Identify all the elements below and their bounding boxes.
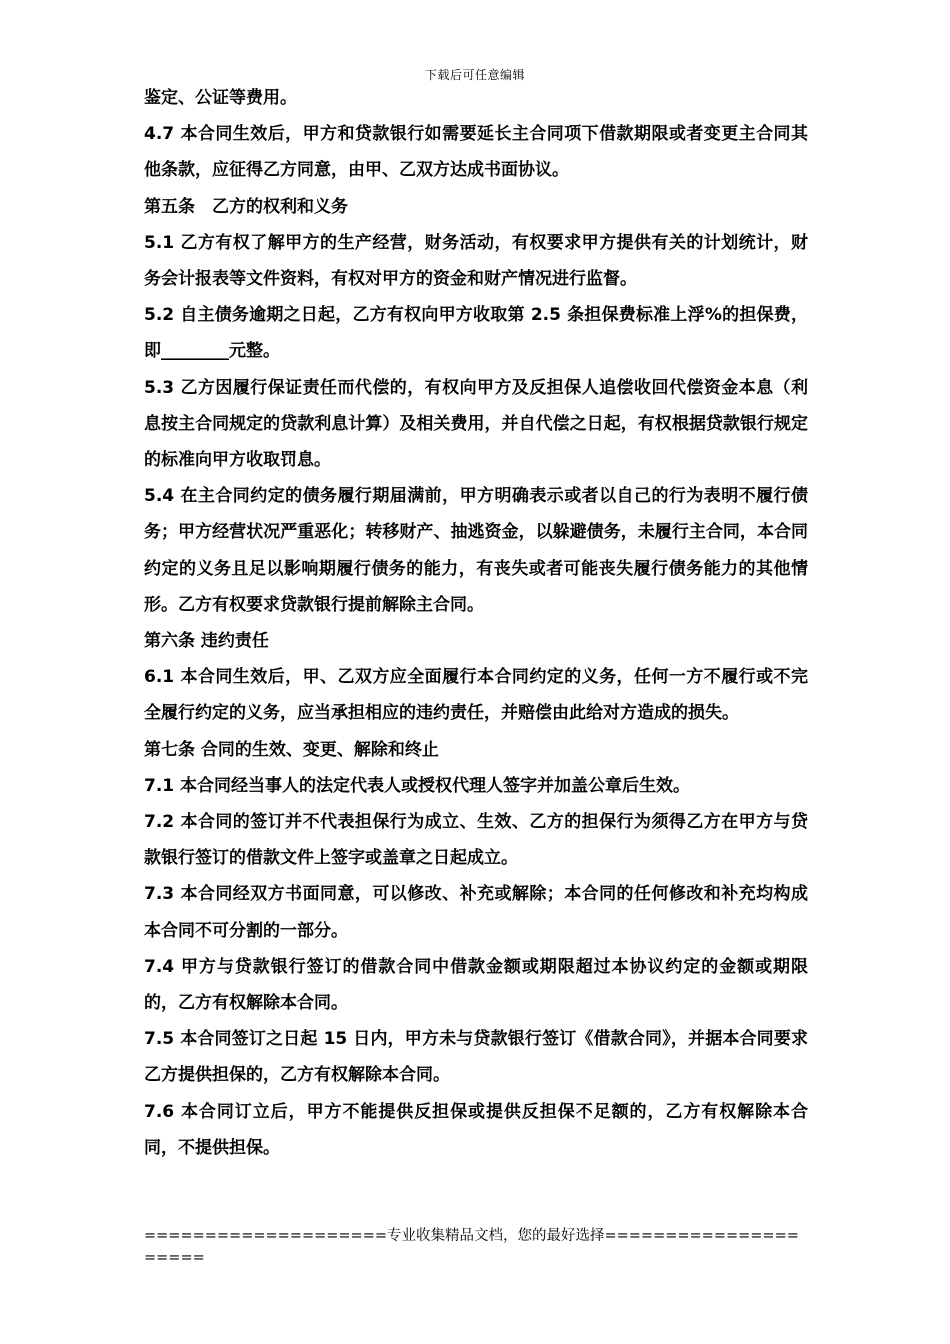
page-footer: ====================专业收集精品文档，您的最好选择===================== [144, 1228, 799, 1266]
clause-5-1: 5.1 乙方有权了解甲方的生产经营，财务活动，有权要求甲方提供有关的计划统计，财务会计报表等文件资料，有权对甲方的资金和财产情况进行监督。 [144, 232, 808, 290]
clause-7-3: 7.3 本合同经双方书面同意，可以修改、补充或解除；本合同的任何修改和补充均构成本合同不可分割的一部分。 [144, 884, 808, 941]
page-header-note: 下载后可任意编辑 [424, 68, 525, 82]
clause-7-4: 7.4 甲方与贷款银行签订的借款合同中借款金额或期限超过本协议约定的金额或期限的，乙方有权解除本合同。 [144, 956, 808, 1014]
clause-7-1: 7.1 本合同经当事人的法定代表人或授权代理人签字并加盖公章后生效。 [144, 775, 691, 796]
clause-5-2: 5.2 自主债务逾期之日起，乙方有权向甲方收取第 2.5 条担保费标准上浮%的担保费，即________元整。 [144, 305, 808, 362]
clause-4-7: 4.7 本合同生效后，甲方和贷款银行如需要延长主合同项下借款期限或者变更主合同其他条款，应征得乙方同意，由甲、乙双方达成书面协议。 [144, 124, 808, 181]
article-5-heading: 第五条 乙方的权利和义务 [144, 196, 348, 217]
article-7-heading: 第七条 合同的生效、变更、解除和终止 [144, 739, 439, 760]
clause-6-1: 6.1 本合同生效后，甲、乙双方应全面履行本合同约定的义务，任何一方不履行或不完全履行约定的义务，应当承担相应的违约责任，并赔偿由此给对方造成的损失。 [144, 667, 808, 724]
clause-7-6: 7.6 本合同订立后，甲方不能提供反担保或提供反担保不足额的，乙方有权解除本合同，不提供担保。 [144, 1101, 808, 1158]
clause-5-4: 5.4 在主合同约定的债务履行期届满前，甲方明确表示或者以自己的行为表明不履行债务；甲方经营状况严重恶化；转移财产、抽逃资金，以躲避债务，未履行主合同，本合同约定的义务且足以影响期履行债务的能力，有丧失或者可能丧失履行债务能力的其他情形。乙方有权要求贷款银行提前解除主合同。 [144, 486, 808, 615]
clause-5-3: 5.3 乙方因履行保证责任而代偿的，有权向甲方及反担保人追偿收回代偿资金本息（利息按主合同规定的贷款利息计算）及相关费用，并自代偿之日起，有权根据贷款银行规定的标准向甲方收取罚息。 [144, 377, 808, 471]
article-6-heading: 第六条 违约责任 [144, 631, 269, 652]
paragraph-fees: 鉴定、公证等费用。 [144, 88, 297, 108]
clause-7-2: 7.2 本合同的签订并不代表担保行为成立、生效、乙方的担保行为须得乙方在甲方与贷款银行签订的借款文件上签字或盖章之日起成立。 [144, 812, 808, 869]
clause-7-5: 7.5 本合同签订之日起 15 日内，甲方未与贷款银行签订《借款合同》，并据本合同要求乙方提供担保的，乙方有权解除本合同。 [144, 1029, 808, 1086]
document-body [144, 80, 808, 1166]
